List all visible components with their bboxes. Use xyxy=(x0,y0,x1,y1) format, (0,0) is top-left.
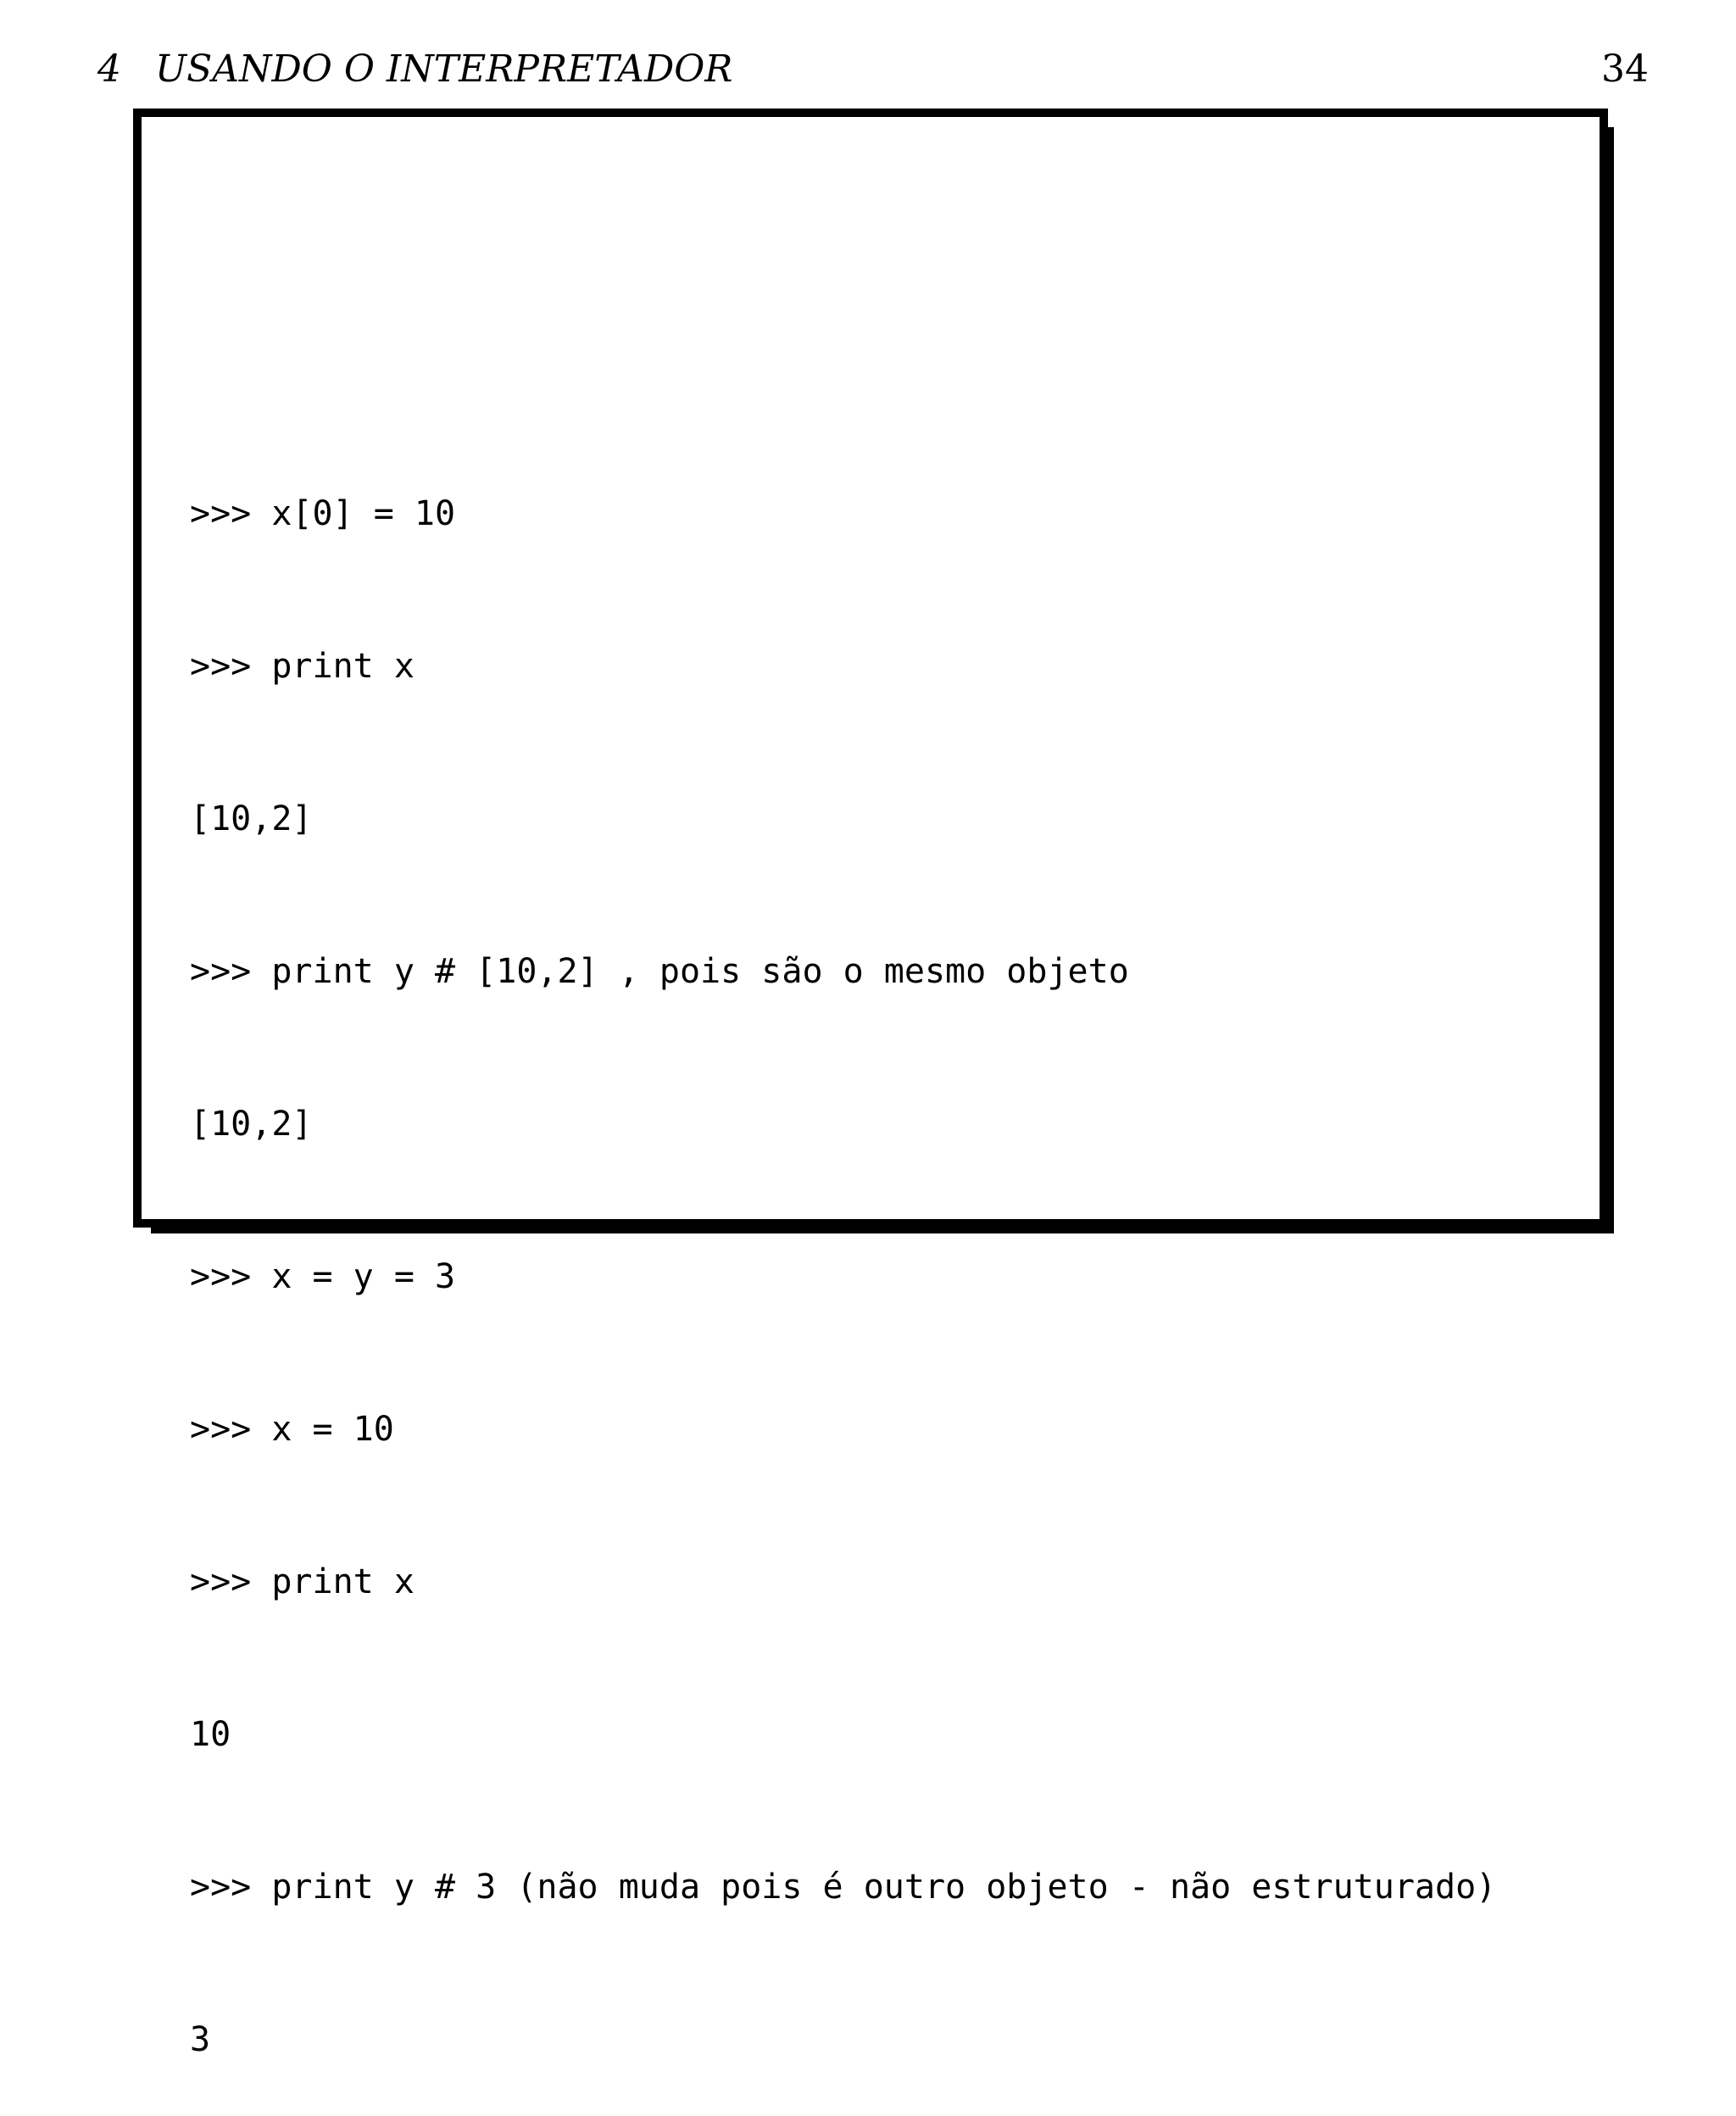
code-line: >>> print y # 3 (não muda pois é outro objeto - não estruturado) xyxy=(190,1868,1497,1907)
code-line: >>> print y # [10,2] , pois são o mesmo objeto xyxy=(190,952,1129,991)
section-title: USANDO O INTERPRETADOR xyxy=(155,47,733,91)
code-line: >>> x = y = 3 xyxy=(190,1257,456,1296)
section-number: 4 xyxy=(97,47,121,91)
code-line: >>> print x xyxy=(190,647,415,686)
code-line: 3 xyxy=(190,2020,211,2059)
code-line: [10,2] xyxy=(190,799,313,838)
code-line: >>> x[0] = 10 xyxy=(190,494,456,533)
code-line: [10,2] xyxy=(190,1105,313,1144)
code-line: 10 xyxy=(190,1715,231,1754)
code-listing xyxy=(190,387,1496,2116)
page-number: 34 xyxy=(1601,47,1649,91)
code-line: >>> print x xyxy=(190,1562,415,1601)
code-line: >>> x = 10 xyxy=(190,1410,394,1449)
running-header xyxy=(97,47,732,91)
